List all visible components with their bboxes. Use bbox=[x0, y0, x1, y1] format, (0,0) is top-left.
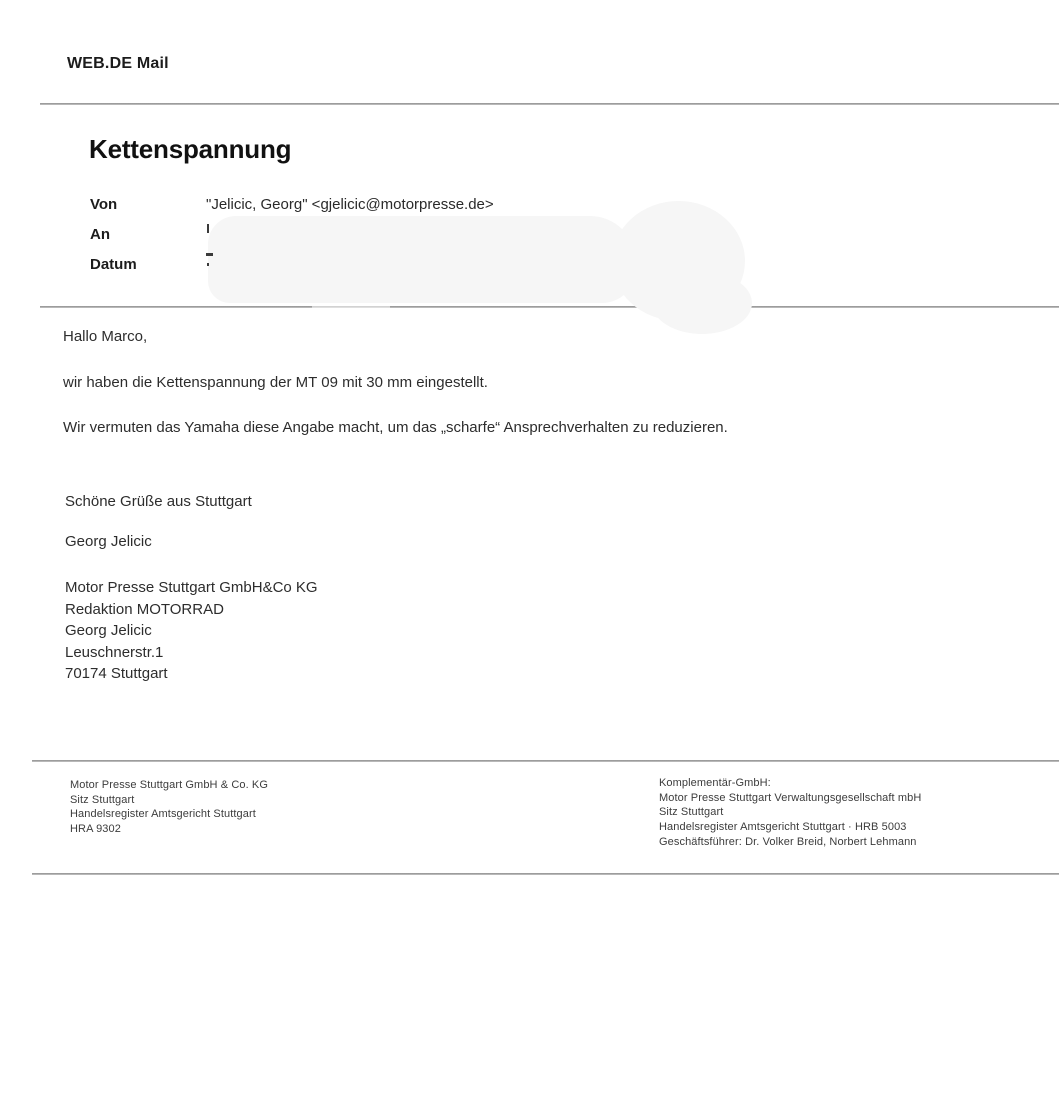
redacted-remnant bbox=[207, 224, 209, 233]
footer-bottom-separator bbox=[32, 873, 1059, 875]
date-label: Datum bbox=[90, 256, 137, 273]
redaction-smudge bbox=[652, 272, 752, 334]
header-separator bbox=[40, 103, 1059, 105]
footer-line: Sitz Stuttgart bbox=[659, 806, 724, 819]
footer-line: Handelsregister Amtsgericht Stuttgart · HRB 5003 bbox=[659, 821, 907, 834]
footer-line: Motor Presse Stuttgart GmbH & Co. KG bbox=[70, 779, 268, 791]
footer-top-separator bbox=[32, 760, 1059, 762]
body-paragraph: Wir vermuten das Yamaha diese Angabe macht, um das „scharfe“ Ansprechverhalten zu reduzieren. bbox=[63, 419, 728, 436]
footer-line: Handelsregister Amtsgericht Stuttgart bbox=[70, 808, 256, 821]
redacted-remnant bbox=[206, 253, 213, 256]
redacted-remnant bbox=[207, 263, 209, 266]
signature-line: Leuschnerstr.1 bbox=[65, 643, 164, 661]
body-closing: Schöne Grüße aus Stuttgart bbox=[65, 493, 252, 510]
from-label: Von bbox=[90, 196, 118, 213]
footer-line: Geschäftsführer: Dr. Volker Breid, Norbert Lehmann bbox=[659, 835, 917, 848]
body-greeting: Hallo Marco, bbox=[63, 328, 148, 345]
signature-line: Redaktion MOTORRAD bbox=[65, 600, 224, 618]
email-subject: Kettenspannung bbox=[89, 134, 292, 164]
signature-line: Georg Jelicic bbox=[65, 622, 152, 639]
signature-line: Motor Presse Stuttgart GmbH&Co KG bbox=[65, 579, 318, 596]
from-value: "Jelicic, Georg" <gjelicic@motorpresse.de> bbox=[206, 196, 494, 213]
signature-line: 70174 Stuttgart bbox=[65, 665, 168, 682]
to-label: An bbox=[90, 226, 110, 243]
separator-fade bbox=[312, 305, 390, 310]
footer-left-column bbox=[70, 778, 268, 837]
signature-block bbox=[65, 577, 318, 685]
footer-line: Komplementär-GmbH: bbox=[659, 777, 771, 789]
body-paragraph: wir haben die Kettenspannung der MT 09 mit 30 mm eingestellt. bbox=[63, 374, 488, 391]
footer-line: HRA 9302 bbox=[70, 823, 121, 836]
footer-line: Motor Presse Stuttgart Verwaltungsgesellschaft mbH bbox=[659, 791, 922, 804]
footer-line: Sitz Stuttgart bbox=[70, 793, 135, 806]
redaction-smudge bbox=[208, 216, 636, 303]
app-title: WEB.DE Mail bbox=[67, 55, 169, 72]
meta-separator bbox=[40, 306, 1059, 308]
body-sender: Georg Jelicic bbox=[65, 533, 152, 550]
footer-right-column bbox=[659, 776, 921, 850]
